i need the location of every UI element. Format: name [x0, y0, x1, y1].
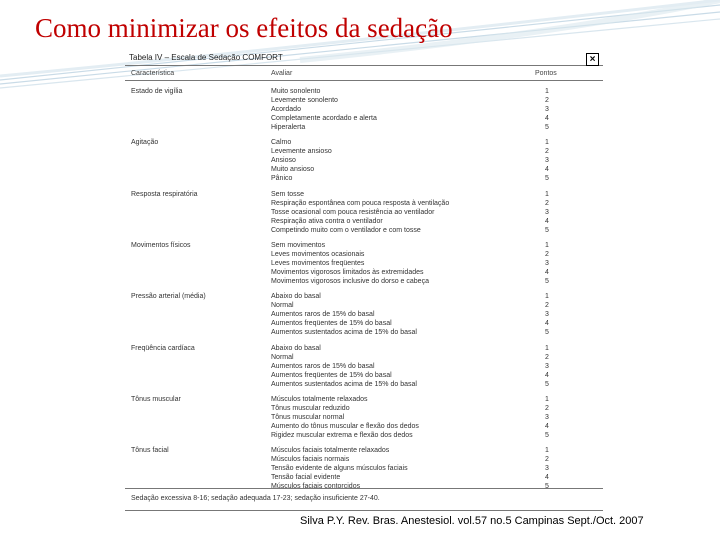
- row-item: Competindo muito com o ventilador e com tosse: [271, 226, 421, 234]
- row-category: Resposta respiratória: [131, 190, 198, 198]
- row-points: 1: [545, 241, 549, 249]
- row-points: 3: [545, 465, 549, 473]
- row-item: Acordado: [271, 106, 301, 113]
- row-points: 5: [545, 226, 549, 234]
- table-row: [123, 422, 603, 431]
- header-rule: [125, 80, 603, 81]
- row-points: 5: [545, 277, 549, 285]
- row-points: 2: [545, 302, 549, 310]
- table-row: [123, 292, 603, 301]
- table-row: [123, 87, 603, 96]
- row-category: Tônus facial: [131, 447, 169, 455]
- table-footnote: Sedação excessiva 8-16; sedação adequada 17-23; sedação insuficiente 27-40.: [131, 495, 380, 502]
- row-points: 2: [545, 250, 549, 258]
- row-item: Leves movimentos ocasionais: [271, 250, 365, 258]
- table-row: [123, 464, 603, 473]
- row-item: Músculos faciais totalmente relaxados: [271, 447, 390, 455]
- row-item: Normal: [271, 302, 294, 310]
- row-points: 4: [545, 474, 549, 482]
- row-item: Levemente ansioso: [271, 148, 332, 156]
- row-points: 1: [545, 139, 549, 147]
- table-row: [123, 395, 603, 404]
- row-item: Levemente sonolento: [271, 97, 338, 104]
- table-row: [123, 114, 603, 123]
- row-points: 4: [545, 320, 549, 328]
- row-points: 3: [545, 311, 549, 319]
- row-points: 1: [545, 395, 549, 403]
- row-points: 2: [545, 456, 549, 464]
- row-points: 1: [545, 293, 549, 301]
- table-row: [123, 147, 603, 156]
- row-points: 5: [545, 483, 549, 491]
- table-row: [123, 455, 603, 464]
- table-bottom-rule: [125, 510, 603, 511]
- row-category: Estado de vigília: [131, 88, 183, 95]
- table-title: Tabela IV – Escala de Sedação COMFORT: [129, 53, 283, 62]
- table-row: [123, 156, 603, 165]
- row-points: 2: [545, 353, 549, 361]
- row-category: Tônus muscular: [131, 395, 181, 403]
- row-points: 5: [545, 124, 549, 131]
- row-item: Aumentos freqüentes de 15% do basal: [271, 320, 392, 328]
- table-row: [123, 362, 603, 371]
- table-row: [123, 241, 603, 250]
- row-item: Pânico: [271, 175, 293, 183]
- row-points: 3: [545, 157, 549, 165]
- header-evaluate: Avaliar: [271, 70, 293, 77]
- row-item: Calmo: [271, 139, 292, 147]
- row-item: Completamente acordado e alerta: [271, 115, 377, 122]
- row-points: 1: [545, 447, 549, 455]
- row-item: Muito sonolento: [271, 88, 321, 95]
- table-row: [123, 250, 603, 259]
- row-item: Tosse ocasional com pouca resistência ao ventilador: [271, 208, 435, 216]
- table-row: [123, 226, 603, 235]
- table-row: [123, 268, 603, 277]
- table-row: [123, 482, 603, 491]
- header-points: Pontos: [535, 70, 557, 77]
- row-category: Movimentos físicos: [131, 241, 191, 249]
- table-row: [123, 301, 603, 310]
- row-item: Músculos faciais contorcidos: [271, 483, 361, 491]
- row-item: Músculos totalmente relaxados: [271, 395, 368, 403]
- table-row: [123, 319, 603, 328]
- row-item: Muito ansioso: [271, 166, 315, 174]
- row-points: 3: [545, 413, 549, 421]
- table-row: [123, 380, 603, 389]
- row-item: Abaixo do basal: [271, 293, 321, 301]
- row-item: Hiperalerta: [271, 124, 306, 131]
- table-row: [123, 277, 603, 286]
- row-item: Leves movimentos freqüentes: [271, 259, 365, 267]
- table-row: [123, 174, 603, 183]
- table-top-rule: [125, 65, 603, 66]
- row-points: 2: [545, 404, 549, 412]
- row-points: 1: [545, 88, 549, 95]
- row-points: 4: [545, 422, 549, 430]
- row-points: 3: [545, 259, 549, 267]
- row-category: Agitação: [131, 139, 159, 147]
- table-row: [123, 123, 603, 132]
- citation: Silva P.Y. Rev. Bras. Anestesiol. vol.57 no.5 Campinas Sept./Oct. 2007: [300, 515, 644, 527]
- row-item: Aumentos raros de 15% do basal: [271, 362, 375, 370]
- row-item: Sem movimentos: [271, 241, 326, 249]
- row-item: Aumento do tônus muscular e flexão dos dedos: [271, 422, 419, 430]
- row-points: 2: [545, 199, 549, 207]
- row-category: Freqüência cardíaca: [131, 344, 195, 352]
- table-row: [123, 190, 603, 199]
- row-points: 3: [545, 362, 549, 370]
- close-icon[interactable]: ×: [586, 53, 599, 66]
- table-row: [123, 473, 603, 482]
- table-row: [123, 138, 603, 147]
- row-item: Movimentos vigorosos inclusive do dorso e cabeça: [271, 277, 429, 285]
- table-row: [123, 353, 603, 362]
- table-row: [123, 217, 603, 226]
- row-points: 5: [545, 329, 549, 337]
- table-row: [123, 431, 603, 440]
- row-points: 4: [545, 115, 549, 122]
- row-item: Aumentos freqüentes de 15% do basal: [271, 371, 392, 379]
- footnote-rule: [125, 488, 603, 489]
- table-row: [123, 413, 603, 422]
- table-row: [123, 105, 603, 114]
- row-item: Tensão facial evidente: [271, 474, 341, 482]
- row-points: 5: [545, 380, 549, 388]
- table-row: [123, 165, 603, 174]
- row-points: 5: [545, 431, 549, 439]
- table-row: [123, 199, 603, 208]
- row-item: Abaixo do basal: [271, 344, 321, 352]
- slide-title: Como minimizar os efeitos da sedação: [35, 13, 453, 43]
- row-points: 1: [545, 344, 549, 352]
- row-item: Respiração ativa contra o ventilador: [271, 217, 383, 225]
- table-row: [123, 344, 603, 353]
- table-row: [123, 371, 603, 380]
- row-points: 3: [545, 106, 549, 113]
- row-item: Aumentos sustentados acima de 15% do basal: [271, 380, 417, 388]
- row-item: Sem tosse: [271, 190, 305, 198]
- row-points: 4: [545, 166, 549, 174]
- row-points: 4: [545, 371, 549, 379]
- row-points: 4: [545, 268, 549, 276]
- row-item: Rigidez muscular extrema e flexão dos dedos: [271, 431, 413, 439]
- row-item: Tônus muscular normal: [271, 413, 345, 421]
- row-points: 2: [545, 97, 549, 104]
- table-row: [123, 208, 603, 217]
- row-item: Ansioso: [271, 157, 296, 165]
- row-points: 5: [545, 175, 549, 183]
- table-row: [123, 328, 603, 337]
- row-points: 3: [545, 208, 549, 216]
- row-category: Pressão arterial (média): [131, 293, 206, 301]
- row-item: Aumentos raros de 15% do basal: [271, 311, 375, 319]
- row-points: 4: [545, 217, 549, 225]
- row-points: 2: [545, 148, 549, 156]
- row-item: Músculos faciais normais: [271, 456, 350, 464]
- row-item: Movimentos vigorosos limitados às extremidades: [271, 268, 424, 276]
- table-row: [123, 404, 603, 413]
- table-row: [123, 96, 603, 105]
- header-category: Característica: [131, 70, 175, 77]
- row-item: Respiração espontânea com pouca resposta à ventilação: [271, 199, 450, 207]
- row-points: 1: [545, 190, 549, 198]
- table-row: [123, 259, 603, 268]
- comfort-scale-table: [123, 50, 603, 512]
- table-row: [123, 310, 603, 319]
- table-row: [123, 446, 603, 455]
- row-item: Normal: [271, 353, 294, 361]
- row-item: Tônus muscular reduzido: [271, 404, 350, 412]
- row-item: Tensão evidente de alguns músculos faciais: [271, 465, 408, 473]
- row-item: Aumentos sustentados acima de 15% do basal: [271, 329, 417, 337]
